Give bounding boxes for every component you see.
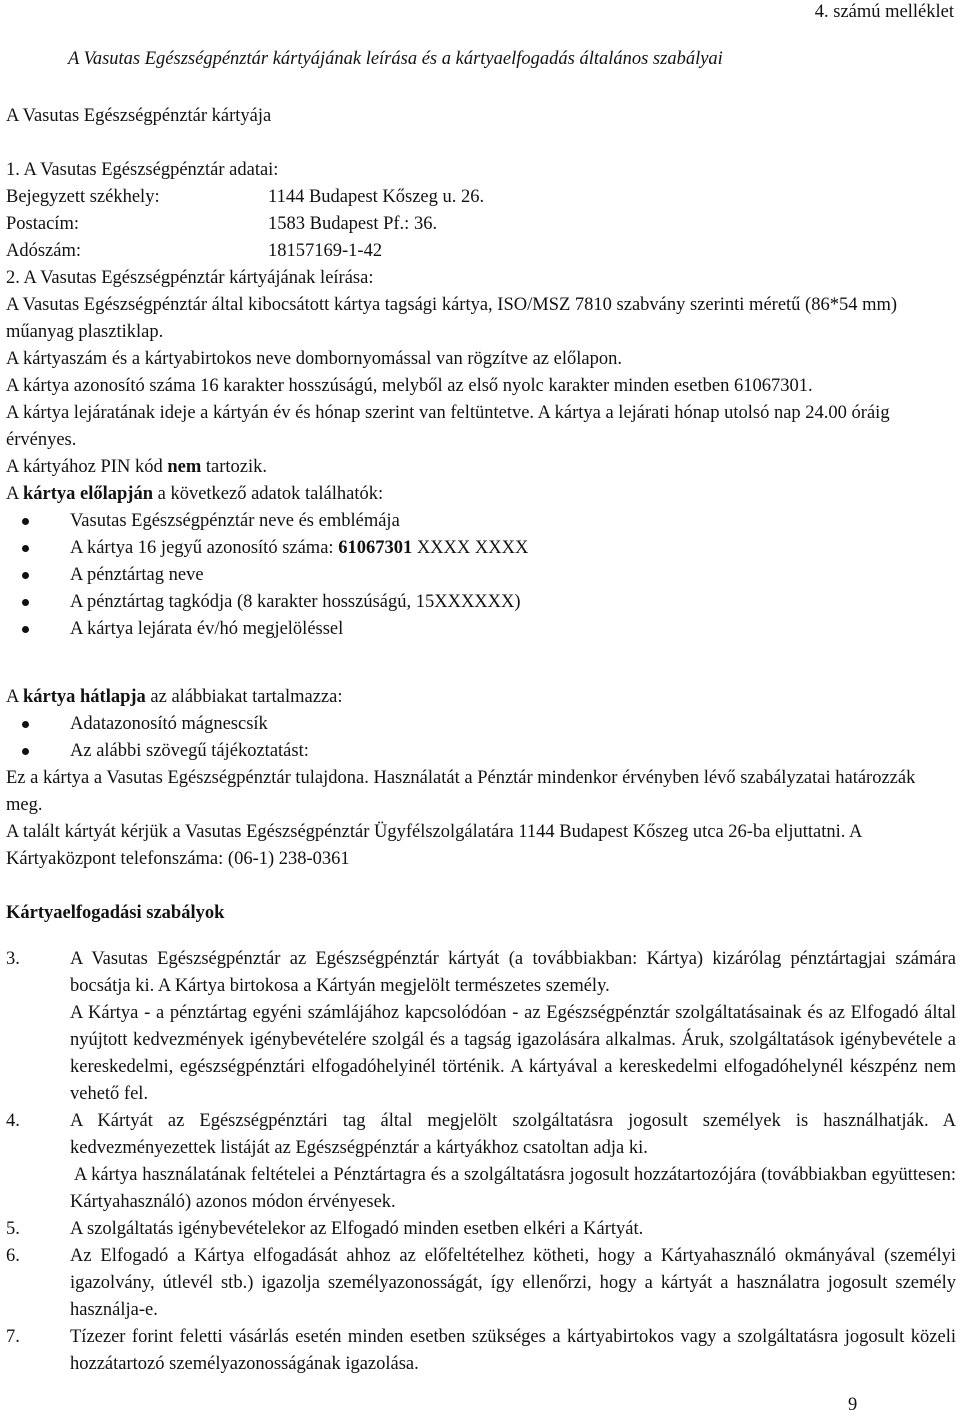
rule-5-paragraph-1: A szolgáltatás igénybevételekor az Elfogadó minden esetben elkéri a Kártyát. [70, 1219, 644, 1239]
rule-7 [6, 1324, 956, 1378]
rule-4-paragraph-1: A Kártyát az Egészségpénztári tag által megjelölt szolgáltatásra jogosult személyek is használhatják. A kedvezményezettek listáját az Egészségpénztár a kártyákhoz csatoltan adja ki. [70, 1111, 956, 1158]
description-heading: 2. A Vasutas Egészségpénztár kártyájának leírása: [6, 268, 374, 288]
back-intro-bold: kártya hátlapja [22, 687, 146, 707]
bullet-icon [22, 518, 29, 525]
seat-label: Bejegyzett székhely: [6, 187, 160, 207]
fund-data-heading: 1. A Vasutas Egészségpénztár adatai: [6, 160, 279, 180]
front-intro-bold: kártya előlapján [22, 484, 153, 504]
bullet-icon [22, 748, 29, 755]
pin-text-c: tartozik. [201, 457, 268, 477]
pin-text-a: A kártyához PIN kód [6, 457, 168, 477]
rule-5 [6, 1216, 956, 1243]
card-id-bold: 61067301 [338, 538, 413, 558]
page-number: 9 [848, 1395, 858, 1415]
list-item [6, 738, 954, 765]
description-paragraph-1: A Vasutas Egészségpénztár által kibocsátott kártya tagsági kártya, ISO/MSZ 7810 szabvány szerinti méretű (86*54 mm) műanyag plasztiklap. [6, 295, 898, 342]
front-intro [6, 481, 954, 508]
seat-value: 1144 Budapest Kőszeg u. 26. [268, 187, 485, 207]
rules-heading: Kártyaelfogadási szabályok [6, 903, 225, 923]
back-item-1: Adatazonosító mágnescsík [70, 714, 268, 734]
rule-4 [6, 1108, 956, 1216]
front-item-2: A kártya 16 jegyű azonosító száma: [70, 538, 339, 558]
bullet-icon [22, 545, 29, 552]
postal-label: Postacím: [6, 214, 79, 234]
pin-text-bold: nem [167, 457, 202, 477]
list-item [6, 562, 954, 589]
rules-list [6, 946, 956, 1378]
back-paragraph-1: Ez a kártya a Vasutas Egészségpénztár tulajdona. Használatát a Pénztár mindenkor érvényben lévő szabályzatai határozzák meg. [6, 768, 916, 815]
tax-label: Adószám: [6, 241, 82, 261]
rule-6-paragraph-1: Az Elfogadó a Kártya elfogadását ahhoz az előfeltételhez kötheti, hogy a Kártyahasználó okmányával (személyi igazolvány, útlevél stb.) igazolja személyazonosságát, így ellenőrzi, hogy a kártyát a használatra jogosult személy használja-e. [70, 1246, 956, 1320]
rule-number: 5. [6, 1219, 20, 1239]
front-item-3: A pénztártag neve [70, 565, 204, 585]
bullet-icon [22, 572, 29, 579]
front-list [6, 508, 954, 643]
description-paragraph-5 [6, 454, 954, 481]
fund-data-section [6, 157, 954, 643]
card-id-rest: XXXX XXXX [412, 538, 529, 558]
section-title: A Vasutas Egészségpénztár kártyája [6, 106, 272, 126]
bullet-icon [22, 626, 29, 633]
rule-3-paragraph-1: A Vasutas Egészségpénztár az Egészségpénztár kártyát (a továbbiakban: Kártya) kizárólag pénztártagjai számára bocsátja ki. A Kártya birtokosa a Kártyán megjelölt természetes személy. [70, 949, 956, 996]
back-item-2: Az alábbi szövegű tájékoztatást: [70, 741, 309, 761]
list-item [6, 711, 954, 738]
rule-7-paragraph-1: Tízezer forint feletti vásárlás esetén minden esetben szükséges a kártyabirtokos vagy a szolgáltatásra jogosult közeli hozzátartozó személyazonosságának igazolása. [70, 1327, 956, 1374]
front-item-1: Vasutas Egészségpénztár neve és emblémája [70, 511, 400, 531]
back-intro-a: A [6, 687, 23, 707]
tax-row [6, 238, 954, 265]
front-intro-a: A [6, 484, 23, 504]
rule-3-paragraph-2: A Kártya - a pénztártag egyéni számlájához kapcsolódóan - az Egészségpénztár szolgáltatásainak és az Elfogadó által nyújtott kedvezmények igénybevételére szolgál és a tagság igazolására alkalmas. Áruk, szolgáltatások igénybevétele a kereskedelmi, egészségpénztári elfogadóhelyinél történik. A kártyával a kereskedelmi elfogadóhelynél készpénz nem vehető fel. [70, 1003, 956, 1104]
rule-number: 3. [6, 949, 20, 969]
back-list [6, 711, 954, 765]
annex-label: 4. számú melléklet [814, 2, 954, 22]
list-item [6, 616, 954, 643]
rule-number: 4. [6, 1111, 20, 1131]
description-paragraph-4: A kártya lejáratának ideje a kártyán év és hónap szerint van feltüntetve. A kártya a lejárati hónap utolsó nap 24.00 óráig érvényes. [6, 403, 890, 450]
postal-value: 1583 Budapest Pf.: 36. [268, 214, 438, 234]
back-paragraph-2: A talált kártyát kérjük a Vasutas Egészségpénztár Ügyfélszolgálatára 1144 Budapest Kőszeg utca 26-ba eljuttatni. A Kártyaközpont telefonszáma: (06-1) 238-0361 [6, 822, 862, 869]
seat-row [6, 184, 954, 211]
bullet-icon [22, 599, 29, 606]
rule-number: 7. [6, 1327, 20, 1347]
rule-3 [6, 946, 956, 1108]
list-item [6, 535, 954, 562]
tax-value: 18157169-1-42 [268, 241, 383, 261]
list-item [6, 508, 954, 535]
back-section [6, 684, 954, 873]
front-item-4: A pénztártag tagkódja (8 karakter hosszúságú, 15XXXXXX) [70, 592, 521, 612]
back-intro [6, 684, 954, 711]
front-item-5: A kártya lejárata év/hó megjelöléssel [70, 619, 344, 639]
document-title: A Vasutas Egészségpénztár kártyájának leírása és a kártyaelfogadás általános szabályai [68, 49, 723, 69]
bullet-icon [22, 721, 29, 728]
rule-4-paragraph-2: A kártya használatának feltételei a Pénztártagra és a szolgáltatásra jogosult hozzátartozójára (továbbiakban együttesen: Kártyahasználó) azonos módon érvényesek. [70, 1165, 956, 1212]
description-paragraph-3: A kártya azonosító száma 16 karakter hosszúságú, melyből az első nyolc karakter minden esetben 61067301. [6, 376, 813, 396]
rule-6 [6, 1243, 956, 1324]
front-intro-c: a következő adatok találhatók: [152, 484, 384, 504]
list-item [6, 589, 954, 616]
back-intro-c: az alábbiakat tartalmazza: [145, 687, 343, 707]
rule-number: 6. [6, 1246, 20, 1266]
postal-row [6, 211, 954, 238]
description-paragraph-2: A kártyaszám és a kártyabirtokos neve dombornyomással van rögzítve az előlapon. [6, 349, 622, 369]
